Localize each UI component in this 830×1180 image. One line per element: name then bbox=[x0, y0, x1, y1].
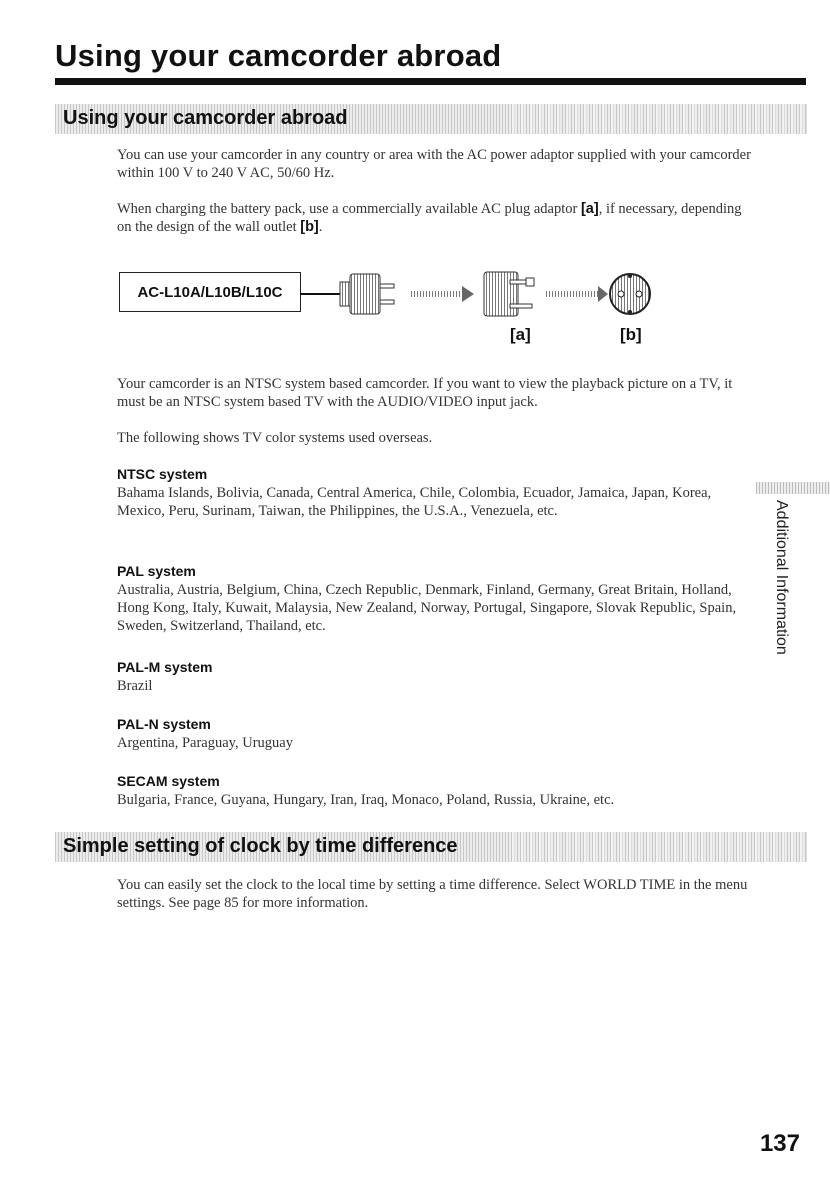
figure-label-b: [b] bbox=[620, 325, 642, 344]
side-tab-label: Additional Information bbox=[773, 500, 790, 655]
page-title: Using your camcorder abroad bbox=[55, 38, 502, 73]
plug-adaptor-diagram bbox=[300, 264, 660, 324]
arrow-right-icon bbox=[410, 286, 474, 302]
system-heading: PAL-M system bbox=[117, 659, 213, 675]
side-tab-marker bbox=[756, 482, 830, 494]
system-heading: PAL system bbox=[117, 563, 196, 579]
title-rule bbox=[55, 78, 806, 85]
ac-plug-icon bbox=[340, 274, 394, 314]
system-heading: NTSC system bbox=[117, 466, 208, 482]
list-intro: The following shows TV color systems used overseas. bbox=[117, 430, 433, 446]
figure-label-a: [a] bbox=[510, 325, 531, 344]
system-countries: Argentina, Paraguay, Uruguay bbox=[117, 735, 293, 751]
adaptor-model-label: AC-L10A/L10B/L10C bbox=[119, 272, 301, 312]
plug-adaptor-icon bbox=[484, 272, 534, 316]
section-heading-band bbox=[55, 832, 807, 862]
intro-paragraph: You can use your camcorder in any country or area with the AC power adaptor supplied with your camcorder within 100 V to 240 V AC, 50/60 Hz. bbox=[117, 147, 751, 181]
section-heading-band bbox=[55, 104, 807, 134]
system-heading: PAL-N system bbox=[117, 716, 211, 732]
system-countries: Bahama Islands, Bolivia, Canada, Central America, Chile, Colombia, Ecuador, Jamaica, Japan, Korea, Mexico, Peru, Surinam, Taiwan, the Philippines, the U.S.A., Venezuela, etc. bbox=[117, 485, 712, 519]
system-countries: Australia, Austria, Belgium, China, Czech Republic, Denmark, Finland, Germany, Great Britain, Holland, Hong Kong, Italy, Kuwait, Malaysia, New Zealand, Norway, Portugal, Singapore, Slovak Republic, Spain, Sweden, Switzerland, Thailand, etc. bbox=[117, 582, 737, 634]
arrow-right-icon bbox=[546, 286, 608, 302]
clock-paragraph: You can easily set the clock to the local time by setting a time difference. Select WORLD TIME in the menu settings. See page 85 for more information. bbox=[117, 877, 748, 911]
section-heading: Using your camcorder abroad bbox=[63, 107, 348, 129]
ntsc-paragraph: Your camcorder is an NTSC system based camcorder. If you want to view the playback picture on a TV, it must be an NTSC system based TV with the AUDIO/VIDEO input jack. bbox=[117, 376, 733, 410]
system-countries: Bulgaria, France, Guyana, Hungary, Iran, Iraq, Monaco, Poland, Russia, Ukraine, etc. bbox=[117, 792, 615, 808]
section-heading: Simple setting of clock by time difference bbox=[63, 835, 458, 857]
charging-paragraph: When charging the battery pack, use a commercially available AC plug adaptor [a], if necessary, depending on the design of the wall outlet [b]. bbox=[117, 201, 742, 235]
system-heading: SECAM system bbox=[117, 773, 220, 789]
system-countries: Brazil bbox=[117, 678, 153, 694]
page-number: 137 bbox=[759, 1130, 800, 1157]
wall-outlet-icon bbox=[610, 274, 650, 314]
